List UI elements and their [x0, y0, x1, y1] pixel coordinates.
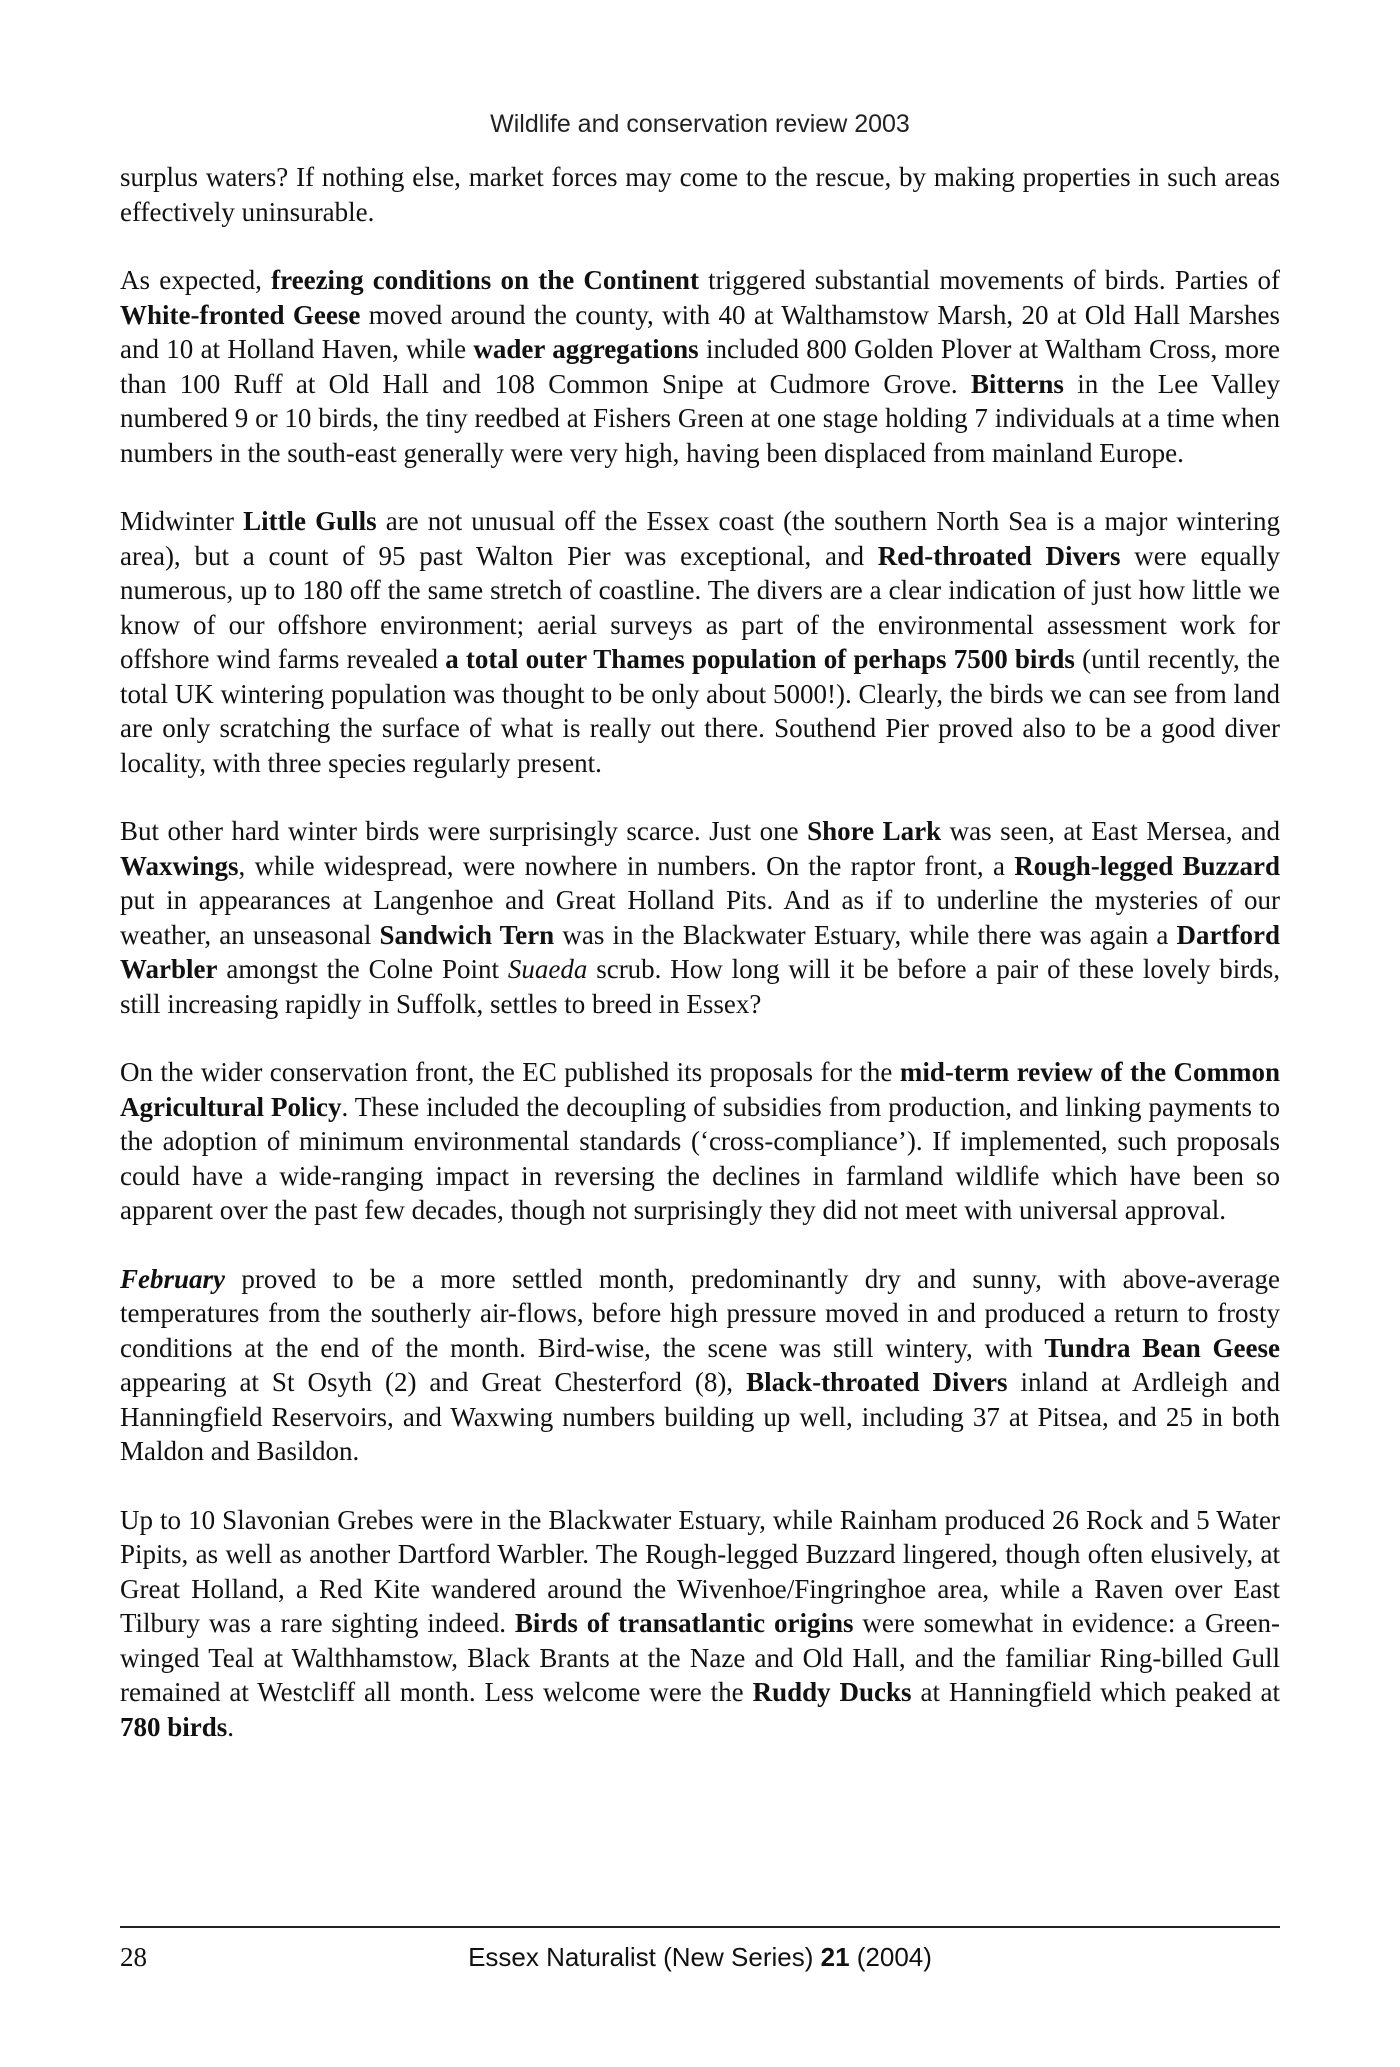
emphasis-run: mid-term review of the Common Agricultural Policy: [120, 1057, 1280, 1122]
emphasis-run: freezing conditions on the Continent: [271, 265, 699, 295]
text-run: scrub. How long will it be before a pair of these lovely birds, still increasing rapidly in Suffolk, settles to breed in Essex?: [120, 954, 1280, 1019]
text-run: Midwinter: [120, 506, 244, 536]
paragraph: [120, 1055, 1280, 1228]
emphasis-run: Black-throated Divers: [746, 1367, 1008, 1397]
paragraph: [120, 160, 1280, 229]
footer-rule: [120, 1926, 1280, 1928]
paragraph: [120, 1262, 1280, 1469]
text-run: .: [227, 1711, 235, 1742]
text-run: put in appearances at Langenhoe and Great Holland Pits. And as if to underline the mysteries of our weather, an unseasonal: [120, 885, 1280, 950]
text-run: at Hanningfield which peaked at: [911, 1677, 1280, 1707]
emphasis-run: Red-throated Divers: [877, 540, 1121, 571]
text-run: was in the Blackwater Estuary, while there was again a: [554, 919, 1177, 950]
emphasis-run: February: [120, 1263, 226, 1294]
text-run: were equally numerous, up to 180 off the same stretch of coastline. The divers are a clear indication of just how little we know of our offshore environment; aerial surveys as part of the environmental assessment work for offshore wind farms revealed: [120, 540, 1280, 674]
text-run: inland at Ardleigh and Hanningfield Reservoirs, and Waxwing numbers building up well, including 37 at Pitsea, and 25 in both Maldon and Basildon.: [120, 1367, 1280, 1466]
emphasis-run: Ruddy Ducks: [752, 1677, 912, 1707]
text-run: As expected,: [120, 265, 272, 295]
text-run: On the wider conservation front, the EC published its proposals for the: [120, 1057, 900, 1087]
paragraph: [120, 504, 1280, 780]
text-run: were somewhat in evidence: a Green-winged Teal at Walthhamstow, Black Brants at the Naze and Old Hall, and the familiar Ring-billed Gull remained at Westcliff all month. Less welcome were the: [120, 1608, 1280, 1707]
emphasis-run: wader aggregations: [473, 334, 699, 364]
article-body: [120, 160, 1280, 1778]
journal-volume: 21: [820, 1942, 850, 1972]
text-run: (until recently, the total UK wintering population was thought to be only about 5000!). Clearly, the birds we can see from land are only scratching the surface of what is really out there. Southend Pier proved also to be a good diver locality, with three species regularly present.: [120, 644, 1280, 778]
emphasis-run: a total outer Thames population of perhaps 7500 birds: [445, 644, 1075, 674]
paragraph: [120, 814, 1280, 1021]
text-run: . These included the decoupling of subsidies from production, and linking payments to the adoption of minimum environmental standards (‘cross-compliance’). If implemented, such proposals could have a wide-ranging impact in reversing the declines in farmland wildlife which have been so apparent over the past few decades, though not surprisingly they did not meet with universal approval.: [120, 1091, 1280, 1225]
text-run: included 800 Golden Plover at Waltham Cross, more than 100 Ruff at Old Hall and 108 Common Snipe at Cudmore Grove.: [120, 334, 1281, 399]
emphasis-run: White-fronted Geese: [120, 299, 361, 330]
text-run: amongst the Colne Point: [217, 954, 508, 984]
running-header: Wildlife and conservation review 2003: [490, 110, 910, 138]
text-run: , while widespread, were nowhere in numbers. On the raptor front, a: [238, 850, 1015, 881]
text-run: moved around the county, with 40 at Walthamstow Marsh, 20 at Old Hall Marshes and 10 at Holland Haven, while: [120, 299, 1280, 364]
text-run: in the Lee Valley numbered 9 or 10 birds, the tiny reedbed at Fishers Green at one stage holding 7 individuals at a time when numbers in the south-east generally were very high, having been displaced from mainland Europe.: [120, 368, 1281, 468]
text-run: proved to be a more settled month, predominantly dry and sunny, with above-average temperatures from the southerly air-flows, before high pressure moved in and produced a return to frosty conditions at the end of the month. Bird-wise, the scene was still wintery, with: [120, 1263, 1280, 1363]
text-run: triggered substantial movements of birds. Parties of: [698, 265, 1280, 295]
text-run: are not unusual off the Essex coast (the southern North Sea is a major wintering area), but a count of 95 past Walton Pier was exceptional, and: [120, 506, 1280, 571]
emphasis-run: Waxwings: [120, 850, 239, 881]
emphasis-run: Little Gulls: [243, 506, 377, 536]
text-run: But other hard winter birds were surprisingly scarce. Just one: [120, 816, 808, 846]
emphasis-run: Shore Lark: [807, 816, 942, 846]
journal-year: (2004): [849, 1942, 932, 1972]
text-run: Up to 10 Slavonian Grebes were in the Blackwater Estuary, while Rainham produced 26 Rock and 5 Water Pipits, as well as another Dartford Warbler. The Rough-legged Buzzard lingered, though often elusively, at Great Holland, a Red Kite wandered around the Wivenhoe/Fingringhoe area, while a Raven over East Tilbury was a rare sighting indeed.: [120, 1504, 1280, 1638]
emphasis-run: 780 birds: [120, 1711, 228, 1742]
text-run: was seen, at East Mersea, and: [941, 816, 1280, 846]
text-run: appearing at St Osyth (2) and Great Chesterford (8),: [120, 1367, 747, 1397]
text-run: surplus waters? If nothing else, market forces may come to the rescue, by making properties in such areas effectively uninsurable.: [120, 162, 1280, 227]
emphasis-run: Suaeda: [507, 954, 588, 984]
page-number: 28: [120, 1942, 147, 1972]
emphasis-run: Birds of transatlantic origins: [514, 1608, 854, 1638]
journal-name: Essex Naturalist (New Series): [468, 1942, 821, 1972]
emphasis-run: Bitterns: [970, 368, 1064, 399]
emphasis-run: Tundra Bean Geese: [1044, 1332, 1280, 1363]
paragraph: [120, 1503, 1280, 1745]
emphasis-run: Sandwich Tern: [379, 919, 555, 950]
paragraph: [120, 263, 1280, 470]
emphasis-run: Rough-legged Buzzard: [1014, 850, 1281, 881]
emphasis-run: Dartford Warbler: [120, 919, 1280, 984]
journal-citation: [120, 1942, 1280, 1973]
